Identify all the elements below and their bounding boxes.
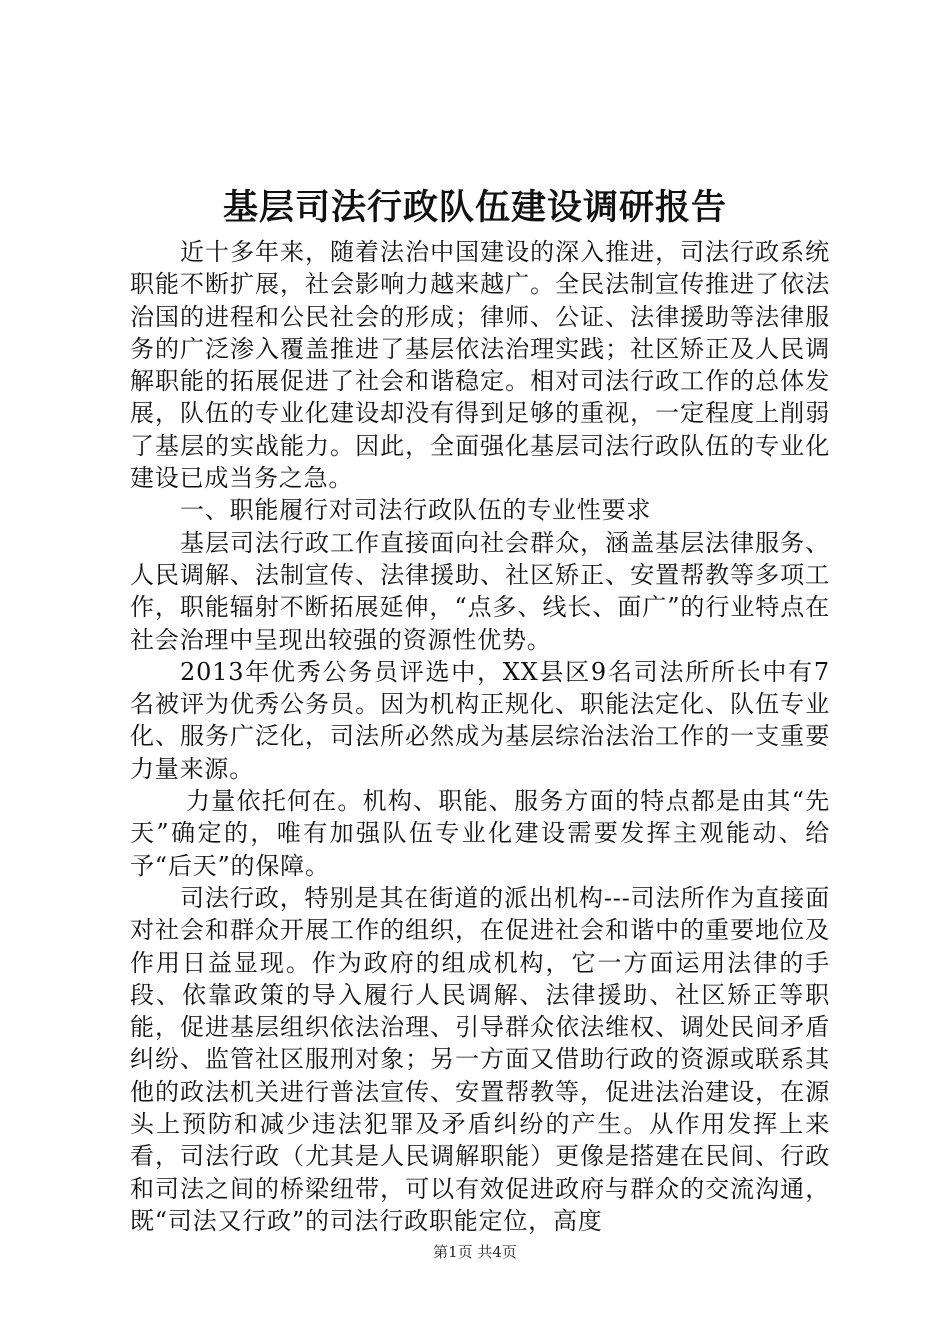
paragraph-functions: 基层司法行政工作直接面向社会群众，涵盖基层法律服务、人民调解、法制宣传、法律援助、社区矫正、安置帮教等多项工作，职能辐射不断拓展延伸，“点多、线长、面广”的行业特点在社会治理中呈现出较强的资源性优势。 <box>130 528 830 654</box>
document-body <box>130 236 830 1237</box>
paragraph-strength: 力量依托何在。机构、职能、服务方面的特点都是由其“先天”确定的，唯有加强队伍专业化建设需要发挥主观能动、给予“后天”的保障。 <box>130 787 830 880</box>
section-heading-1: 一、职能履行对司法行政队伍的专业性要求 <box>180 496 652 525</box>
page-footer: 第1页 共4页 <box>433 1243 517 1261</box>
document-title: 基层司法行政队伍建设调研报告 <box>222 187 727 228</box>
paragraph-2013-evaluation: 2013年优秀公务员评选中，XX县区9名司法所所长中有7名被评为优秀公务员。因为机构正规化、职能法定化、队伍专业化、服务广泛化，司法所必然成为基层综治法治工作的一支重要力量来源。 <box>130 657 830 783</box>
paragraph-intro: 近十多年来，随着法治中国建设的深入推进，司法行政系统职能不断扩展，社会影响力越来越广。全民法制宣传推进了依法治国的进程和公民社会的形成；律师、公证、法律援助等法律服务的广泛渗入覆盖推进了基层依法治理实践；社区矫正及人民调解职能的拓展促进了社会和谐稳定。相对司法行政工作的总体发展，队伍的专业化建设却没有得到足够的重视，一定程度上削弱了基层的实战能力。因此，全面强化基层司法行政队伍的专业化建设已成当务之急。 <box>130 238 830 493</box>
paragraph-judicial-administration: 司法行政，特别是其在街道的派出机构---司法所作为直接面对社会和群众开展工作的组织，在促进社会和谐中的重要地位及作用日益显现。作为政府的组成机构，它一方面运用法律的手段、依靠政策的导入履行人民调解、法律援助、社区矫正等职能，促进基层组织依法治理、引导群众依法维权、调处民间矛盾纠纷、监管社区服刑对象；另一方面又借助行政的资源或联系其他的政法机关进行普法宣传、安置帮教等，促进法治建设，在源头上预防和减少违法犯罪及矛盾纠纷的产生。从作用发挥上来看，司法行政（尤其是人民调解职能）更像是搭建在民间、行政和司法之间的桥梁纽带，可以有效促进政府与群众的交流沟通，既“司法又行政”的司法行政职能定位，高度 <box>130 883 830 1235</box>
